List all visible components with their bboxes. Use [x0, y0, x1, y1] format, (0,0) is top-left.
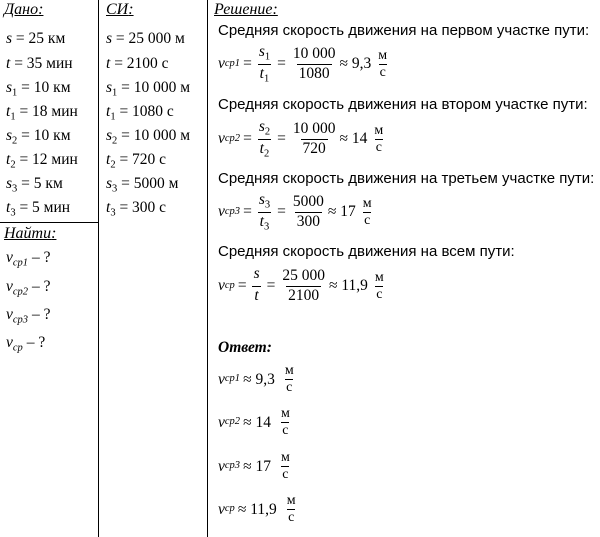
- step-text: Средняя скорость движения на третьем участке пути:: [218, 170, 595, 187]
- given-row: $t_2 = 12$ мин: [6, 151, 78, 171]
- given-find-divider: [0, 222, 98, 223]
- si-row: t = 2100 с: [106, 55, 169, 72]
- find-row: $v_{ср1}$ – ?: [6, 249, 51, 269]
- step-formula: v ср1 = $\frac{s_1}{t_1}$ = $\frac{10 000}{1080}$ ≈ 9,3 $\frac{м}{с}$: [218, 43, 388, 85]
- given-row: $s_3 = 5$ км: [6, 175, 63, 195]
- solution-header: Решение:: [214, 1, 278, 18]
- find-row: $v_{ср}$ – ?: [6, 334, 46, 354]
- answer-header: Ответ:: [218, 339, 272, 356]
- step-formula: v ср2 = $\frac{s_2}{t_2}$ = $\frac{10 000}{720}$ ≈ 14 $\frac{м}{с}$: [218, 118, 384, 160]
- given-row: $t_1 = 18$ мин: [6, 103, 78, 123]
- si-row: $s_1 = 10$ 000 м: [106, 79, 191, 99]
- given-header: Дано:: [4, 1, 44, 18]
- given-row: s = 25 км: [6, 30, 66, 47]
- step-text: Средняя скорость движения на всем пути:: [218, 243, 515, 260]
- step-formula: v ср3 = $\frac{s_3}{t_3}$ = $\frac{5000}{300}$ ≈ 17 $\frac{м}{с}$: [218, 191, 372, 233]
- given-row: $s_2 = 10$ км: [6, 127, 71, 147]
- si-row: $t_1 = 1080$ с: [106, 103, 174, 123]
- given-row: $s_1 = 10$ км: [6, 79, 71, 99]
- find-row: $v_{ср3}$ – ?: [6, 306, 51, 326]
- si-row: $s_3 = 5000$ м: [106, 175, 179, 195]
- si-row: $t_3 = 300$ с: [106, 199, 167, 219]
- find-row: $v_{ср2}$ – ?: [6, 278, 51, 298]
- si-row: $t_2 = 720$ с: [106, 151, 167, 171]
- given-row: $t_3 = 5$ мин: [6, 199, 71, 219]
- si-row: $s_2 = 10$ 000 м: [106, 127, 191, 147]
- si-row: s = 25 000 м: [106, 30, 185, 47]
- answer-row: v ср2 ≈ 14 $\frac{м}{с}$: [218, 406, 290, 438]
- column-divider-si-solution: [207, 0, 208, 537]
- si-header: СИ:: [106, 1, 134, 18]
- column-divider-given-si: [98, 0, 99, 537]
- step-text: Средняя скорость движения на первом участке пути:: [218, 22, 590, 39]
- step-text: Средняя скорость движения на втором участке пути:: [218, 96, 588, 113]
- find-header: Найти:: [4, 225, 57, 242]
- answer-row: v ср1 ≈ 9,3 $\frac{м}{с}$: [218, 363, 294, 395]
- answer-row: v ср3 ≈ 17 $\frac{м}{с}$: [218, 450, 290, 482]
- step-formula: v ср = $\frac{s}{t}$ = $\frac{25 000}{2100}$ ≈ 11,9 $\frac{м}{с}$: [218, 266, 385, 306]
- given-row: t = 35 мин: [6, 55, 73, 72]
- answer-row: v ср ≈ 11,9 $\frac{м}{с}$: [218, 493, 296, 525]
